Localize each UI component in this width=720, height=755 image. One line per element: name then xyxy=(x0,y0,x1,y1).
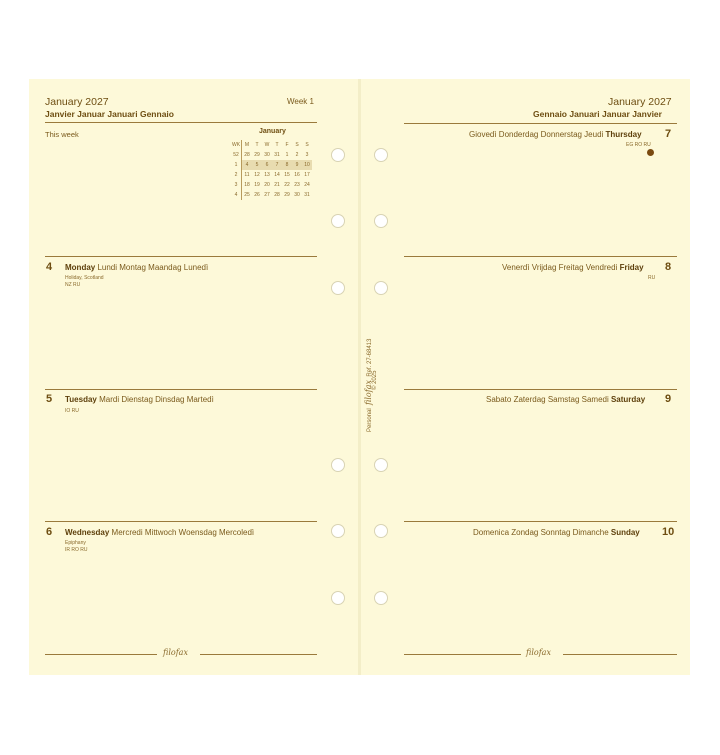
day-name-translations: Mardi Dienstag Dinsdag Martedì xyxy=(96,395,214,404)
mini-cal-day: 27 xyxy=(264,192,270,198)
mini-cal-day: 21 xyxy=(274,182,280,188)
mini-cal-day: 10 xyxy=(302,160,312,170)
mini-cal-day: 8 xyxy=(282,160,292,170)
mini-cal-day: 26 xyxy=(254,192,260,198)
mini-cal-day: 16 xyxy=(294,172,300,178)
footer-brand-right: filofax xyxy=(526,648,551,657)
spine-copyright: © 2025 xyxy=(372,370,378,390)
mini-cal-week: 2 xyxy=(231,170,242,180)
spine-personal: Personal xyxy=(367,408,373,432)
mini-cal-day: 5 xyxy=(252,160,262,170)
punch-hole xyxy=(331,148,345,162)
mini-cal-header-cell: M xyxy=(244,142,250,148)
day-number-wednesday: 6 xyxy=(46,526,53,538)
punch-hole xyxy=(331,281,345,295)
mini-cal-day: 25 xyxy=(244,192,250,198)
mini-cal-day: 30 xyxy=(294,192,300,198)
left-month-languages: Janvier Januar Januari Gennaio xyxy=(45,109,174,119)
mini-cal-week: 4 xyxy=(231,190,242,200)
punch-hole xyxy=(374,281,388,295)
mini-cal-day: 31 xyxy=(304,192,310,198)
mini-calendar-row xyxy=(231,190,312,200)
day-name-bold: Friday xyxy=(619,263,644,272)
day-number-tuesday: 5 xyxy=(46,393,53,405)
mini-calendar-title: January xyxy=(259,128,286,135)
header-rule-right xyxy=(404,123,677,124)
mini-calendar-row xyxy=(231,170,312,180)
mini-cal-day: 24 xyxy=(304,182,310,188)
day-name-translations: Lundi Montag Maandag Lunedì xyxy=(95,263,209,272)
mini-cal-header-cell: WK xyxy=(231,142,241,148)
mini-cal-header-cell: S xyxy=(305,142,309,148)
day-name-sunday xyxy=(473,528,640,537)
day-name-bold: Sunday xyxy=(610,528,640,537)
right-month-title: January 2027 xyxy=(608,96,672,108)
mini-cal-header-cell: T xyxy=(275,142,279,148)
right-page xyxy=(361,79,690,675)
mini-calendar-row xyxy=(231,180,312,190)
day-name-translations: Sabato Zaterdag Samstag Samedi xyxy=(486,395,611,404)
mini-cal-day: 17 xyxy=(304,172,310,178)
spine-brand: filofax xyxy=(364,380,373,405)
mini-calendar-row xyxy=(231,150,312,160)
mini-cal-day: 6 xyxy=(262,160,272,170)
day-rule-monday xyxy=(45,256,317,257)
mini-cal-day: 14 xyxy=(274,172,280,178)
mini-cal-day: 12 xyxy=(254,172,260,178)
mini-cal-day: 18 xyxy=(244,182,250,188)
day-number-sunday: 10 xyxy=(662,526,675,538)
day-codes-thursday: EG RO RU xyxy=(626,142,651,148)
day-name-translations: Giovedì Donderdag Donnerstag Jeudi xyxy=(469,130,606,139)
day-name-wednesday xyxy=(65,528,254,537)
footer-rule-right-b xyxy=(563,654,677,655)
new-moon-icon xyxy=(647,149,654,156)
mini-cal-day: 28 xyxy=(244,152,250,158)
mini-cal-day: 19 xyxy=(254,182,260,188)
day-rule-tuesday xyxy=(45,389,317,390)
day-name-translations: Venerdì Vrijdag Freitag Vendredi xyxy=(502,263,620,272)
punch-hole xyxy=(331,591,345,605)
mini-cal-week: 3 xyxy=(231,180,242,190)
day-name-thursday xyxy=(469,130,642,139)
spine-ref: Ref. 27-68413 xyxy=(367,338,373,377)
left-month-title: January 2027 xyxy=(45,96,109,108)
day-name-translations: Mercredi Mittwoch Woensdag Mercoledì xyxy=(109,528,255,537)
day-name-monday xyxy=(65,263,208,272)
mini-cal-week: 1 xyxy=(231,160,242,170)
day-name-bold: Monday xyxy=(65,263,96,272)
footer-brand-left: filofax xyxy=(163,648,188,657)
day-rule-saturday xyxy=(404,389,677,390)
mini-calendar-row-current-week xyxy=(231,160,312,170)
mini-cal-header-cell: T xyxy=(255,142,259,148)
punch-hole xyxy=(374,214,388,228)
footer-rule-right-a xyxy=(404,654,521,655)
footer-rule-left-b xyxy=(200,654,317,655)
day-name-bold: Tuesday xyxy=(65,395,97,404)
punch-hole xyxy=(331,458,345,472)
punch-hole xyxy=(374,524,388,538)
mini-cal-day: 29 xyxy=(254,152,260,158)
mini-cal-day: 3 xyxy=(305,152,309,158)
week-number: Week 1 xyxy=(287,97,314,106)
mini-cal-day: 28 xyxy=(274,192,280,198)
day-name-friday xyxy=(502,263,644,272)
mini-cal-day: 4 xyxy=(242,160,253,170)
day-note-wednesday: Epiphany xyxy=(65,540,86,546)
mini-calendar xyxy=(231,140,312,200)
mini-calendar-header xyxy=(231,140,312,150)
day-codes-tuesday: IO RU xyxy=(65,408,79,414)
header-rule xyxy=(45,122,317,123)
mini-cal-day: 7 xyxy=(272,160,282,170)
day-number-thursday: 7 xyxy=(665,128,672,140)
punch-hole xyxy=(374,148,388,162)
punch-hole xyxy=(331,524,345,538)
day-note-monday: Holiday, Scotland xyxy=(65,275,104,281)
day-number-friday: 8 xyxy=(665,261,672,273)
mini-cal-day: 22 xyxy=(284,182,290,188)
mini-cal-day: 15 xyxy=(284,172,290,178)
mini-cal-day: 2 xyxy=(295,152,299,158)
punch-hole xyxy=(331,214,345,228)
day-codes-friday: RU xyxy=(648,275,656,281)
day-name-saturday xyxy=(486,395,645,404)
mini-cal-header-cell: W xyxy=(264,142,270,148)
mini-cal-day: 9 xyxy=(292,160,302,170)
day-name-translations: Domenica Zondag Sonntag Dimanche xyxy=(473,528,611,537)
day-number-monday: 4 xyxy=(46,261,53,273)
mini-cal-day: 11 xyxy=(244,172,250,178)
day-name-bold: Thursday xyxy=(605,130,642,139)
mini-cal-day: 20 xyxy=(264,182,270,188)
mini-cal-header-cell: S xyxy=(295,142,299,148)
mini-cal-day: 1 xyxy=(285,152,289,158)
day-rule-friday xyxy=(404,256,677,257)
punch-hole xyxy=(374,591,388,605)
mini-cal-day: 30 xyxy=(264,152,270,158)
mini-cal-day: 31 xyxy=(274,152,280,158)
day-number-saturday: 9 xyxy=(665,393,672,405)
right-month-languages: Gennaio Januari Januar Janvier xyxy=(533,109,662,119)
this-week-label: This week xyxy=(45,130,79,139)
day-name-tuesday xyxy=(65,395,214,404)
mini-cal-week: 52 xyxy=(231,150,242,160)
day-rule-sunday xyxy=(404,521,677,522)
day-codes-monday: NZ RU xyxy=(65,282,81,288)
day-codes-wednesday: IR RO RU xyxy=(65,547,88,553)
mini-cal-day: 13 xyxy=(264,172,270,178)
day-name-bold: Wednesday xyxy=(65,528,110,537)
footer-rule-left-a xyxy=(45,654,157,655)
mini-cal-day: 29 xyxy=(284,192,290,198)
day-name-bold: Saturday xyxy=(610,395,646,404)
punch-hole xyxy=(374,458,388,472)
mini-cal-header-cell: F xyxy=(285,142,289,148)
mini-cal-day: 23 xyxy=(294,182,300,188)
day-rule-wednesday xyxy=(45,521,317,522)
